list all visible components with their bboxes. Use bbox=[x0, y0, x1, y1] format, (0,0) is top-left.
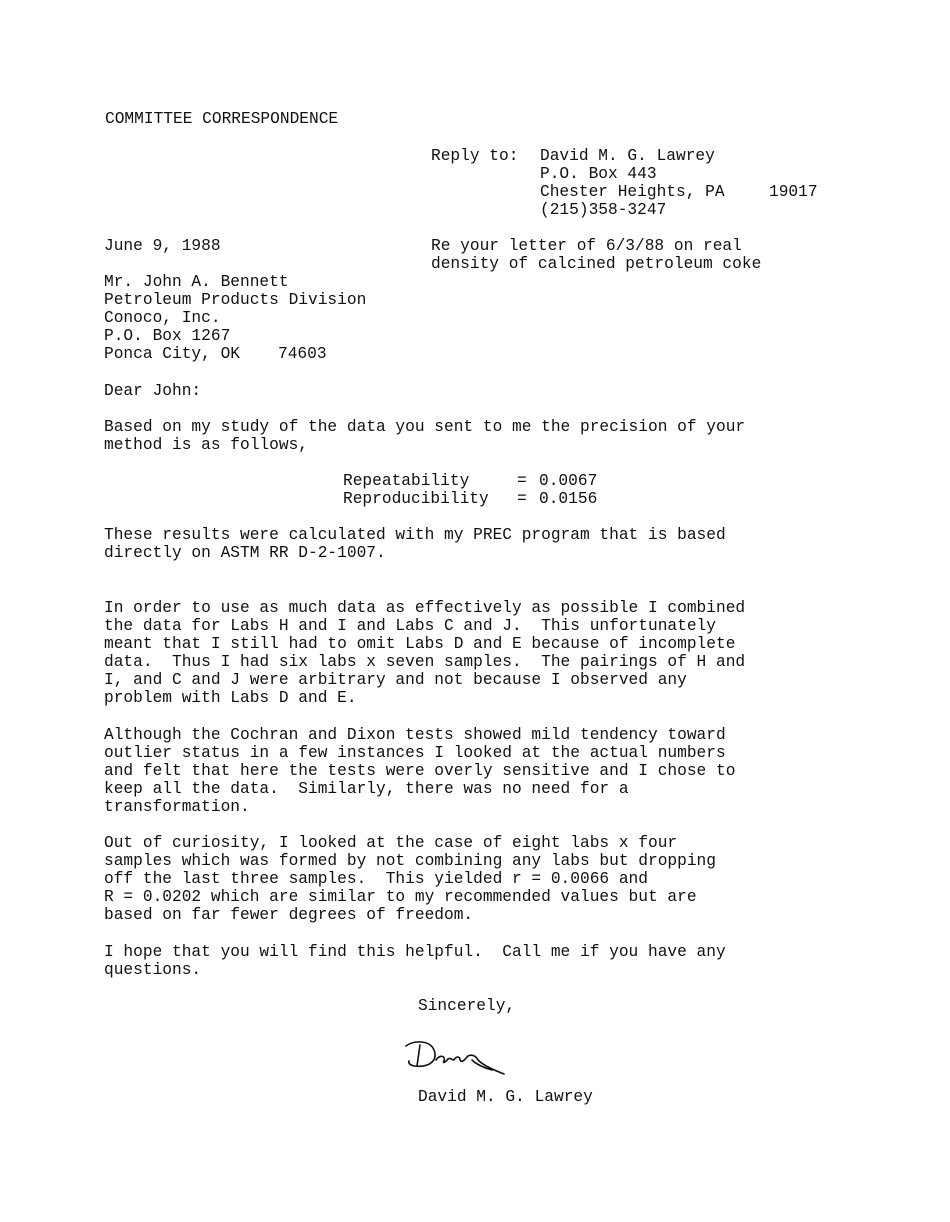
repeatability-value: 0.0067 bbox=[539, 472, 598, 490]
paragraph5-line: off the last three samples. This yielded r = 0.0066 and bbox=[104, 870, 648, 888]
recipient-box: P.O. Box 1267 bbox=[104, 327, 231, 345]
paragraph3-line: In order to use as much data as effectively as possible I combined bbox=[104, 599, 746, 617]
reproducibility-value: 0.0156 bbox=[539, 490, 598, 508]
paragraph3-line: problem with Labs D and E. bbox=[104, 689, 357, 707]
paragraph4-line: outlier status in a few instances I looked at the actual numbers bbox=[104, 744, 726, 762]
paragraph3-line: the data for Labs H and I and Labs C and J. This unfortunately bbox=[104, 617, 716, 635]
paragraph4-line: transformation. bbox=[104, 798, 250, 816]
paragraph3-line: meant that I still had to omit Labs D and E because of incomplete bbox=[104, 635, 736, 653]
paragraph6-line: questions. bbox=[104, 961, 202, 979]
paragraph4-line: and felt that here the tests were overly sensitive and I chose to bbox=[104, 762, 736, 780]
repeatability-label: Repeatability bbox=[343, 472, 470, 490]
closing: Sincerely, bbox=[418, 997, 516, 1015]
recipient-city-state: Ponca City, OK bbox=[104, 345, 240, 363]
paragraph5-line: based on far fewer degrees of freedom. bbox=[104, 906, 474, 924]
reply-to-name: David M. G. Lawrey bbox=[540, 147, 715, 165]
reply-to-box: P.O. Box 443 bbox=[540, 165, 657, 183]
repeatability-equals: = bbox=[517, 472, 527, 490]
subject-line-1: Re your letter of 6/3/88 on real bbox=[431, 237, 742, 255]
letter-date: June 9, 1988 bbox=[104, 237, 221, 255]
paragraph5-line: Out of curiosity, I looked at the case of eight labs x four bbox=[104, 834, 678, 852]
paragraph4-line: Although the Cochran and Dixon tests showed mild tendency toward bbox=[104, 726, 726, 744]
reproducibility-label: Reproducibility bbox=[343, 490, 489, 508]
recipient-division: Petroleum Products Division bbox=[104, 291, 367, 309]
recipient-zip: 74603 bbox=[278, 345, 327, 363]
paragraph2-line: directly on ASTM RR D-2-1007. bbox=[104, 544, 386, 562]
paragraph4-line: keep all the data. Similarly, there was no need for a bbox=[104, 780, 629, 798]
paragraph1-line: Based on my study of the data you sent to me the precision of your bbox=[104, 418, 746, 436]
reply-to-label: Reply to: bbox=[431, 147, 519, 165]
paragraph1-line: method is as follows, bbox=[104, 436, 308, 454]
reply-to-city-state: Chester Heights, PA bbox=[540, 183, 725, 201]
subject-line-2: density of calcined petroleum coke bbox=[431, 255, 762, 273]
reply-to-phone: (215)358-3247 bbox=[540, 201, 667, 219]
reply-to-zip: 19017 bbox=[769, 183, 818, 201]
paragraph3-line: I, and C and J were arbitrary and not because I observed any bbox=[104, 671, 687, 689]
salutation: Dear John: bbox=[104, 382, 202, 400]
reproducibility-equals: = bbox=[517, 490, 527, 508]
signer-name: David M. G. Lawrey bbox=[418, 1088, 593, 1106]
paragraph2-line: These results were calculated with my PREC program that is based bbox=[104, 526, 726, 544]
paragraph6-line: I hope that you will find this helpful. Call me if you have any bbox=[104, 943, 726, 961]
recipient-company: Conoco, Inc. bbox=[104, 309, 221, 327]
committee-header: COMMITTEE CORRESPONDENCE bbox=[105, 110, 339, 128]
recipient-name: Mr. John A. Bennett bbox=[104, 273, 289, 291]
handwritten-signature bbox=[400, 1036, 515, 1078]
paragraph5-line: samples which was formed by not combining any labs but dropping bbox=[104, 852, 716, 870]
paragraph3-line: data. Thus I had six labs x seven samples. The pairings of H and bbox=[104, 653, 746, 671]
paragraph5-line: R = 0.0202 which are similar to my recommended values but are bbox=[104, 888, 697, 906]
